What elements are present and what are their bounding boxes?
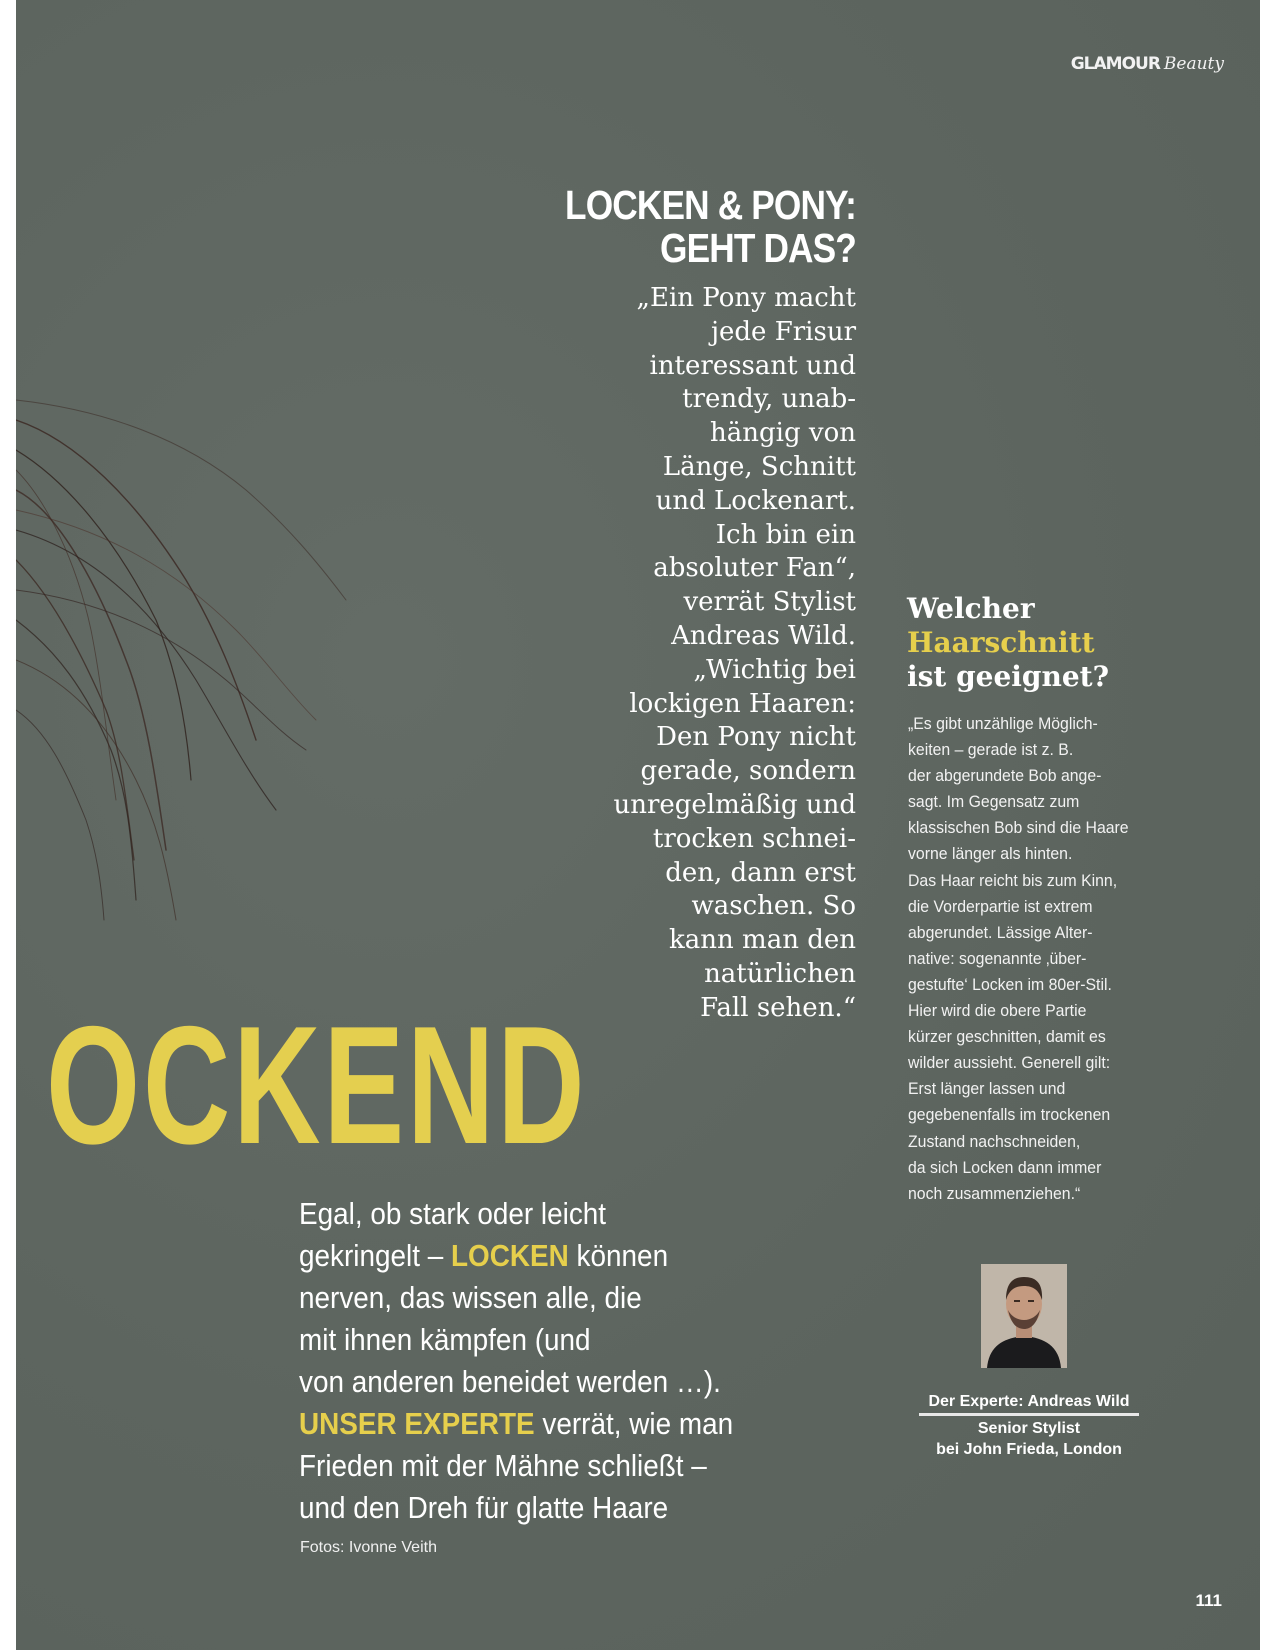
body-line: der abgerundete Bob ange-	[908, 766, 1102, 786]
intro-line: mit ihnen kämpfen (und	[299, 1322, 591, 1357]
haircut-body	[908, 711, 1150, 1207]
body-line: vorne länger als hinten.	[908, 844, 1073, 864]
body-line: gegebenenfalls im trockenen	[908, 1105, 1111, 1125]
quote-line: Den Pony nicht	[656, 722, 856, 753]
quote-line: natürlichen	[704, 958, 856, 989]
quote-line: trocken schnei-	[652, 823, 856, 854]
heading-line: ist geeignet?	[907, 660, 1110, 693]
quote-line: den, dann erst	[665, 857, 856, 888]
quote-line: „Wichtig bei	[693, 654, 856, 685]
intro-highlight: UNSER EXPERTE	[299, 1406, 535, 1441]
headline-line: LOCKEN & PONY:	[565, 182, 856, 228]
expert-role	[919, 1418, 1139, 1460]
body-line: klassischen Bob sind die Haare	[908, 818, 1129, 838]
quote-line: interessant und	[649, 350, 856, 381]
quote-line: trendy, unab-	[682, 384, 856, 415]
quote-line: Ich bin ein	[715, 519, 856, 550]
body-line: sagt. Im Gegensatz zum	[908, 792, 1080, 812]
body-line: die Vorderpartie ist extrem	[908, 896, 1093, 916]
intro-line	[299, 1235, 767, 1277]
quote-line: Andreas Wild.	[671, 620, 856, 651]
brand-name: GLAMOUR	[1070, 54, 1160, 74]
intro-line: und den Dreh für glatte Haare	[299, 1490, 669, 1525]
intro-text-span: verrät, wie man	[534, 1406, 734, 1441]
quote-line: „Ein Pony macht	[636, 283, 856, 313]
body-line: wilder aussieht. Generell gilt:	[908, 1053, 1111, 1073]
quote-line: Fall sehen.“	[700, 992, 856, 1023]
quote-line: absoluter Fan“,	[653, 553, 856, 584]
section-name: Beauty	[1163, 54, 1224, 74]
body-line: keiten – gerade ist z. B.	[908, 740, 1074, 760]
quote-line: jede Frisur	[710, 316, 856, 347]
intro-highlight: LOCKEN	[451, 1238, 569, 1273]
heading-line: Welcher	[907, 592, 1035, 625]
body-line: abgerundet. Lässige Alter-	[908, 922, 1093, 942]
body-line: Hier wird die obere Partie	[908, 1001, 1087, 1021]
magazine-logo	[1071, 54, 1224, 74]
intro-text-span: gekringelt –	[299, 1238, 452, 1273]
quote-line: verrät Stylist	[683, 587, 856, 618]
body-line: da sich Locken dann immer	[908, 1157, 1102, 1177]
role-line: bei John Frieda, London	[936, 1441, 1122, 1458]
body-line: gestufte‘ Locken im 80er-Stil.	[908, 974, 1112, 994]
intro-line: von anderen beneidet werden …).	[299, 1364, 721, 1399]
quote-line: und Lockenart.	[655, 485, 856, 516]
expert-divider	[919, 1413, 1139, 1416]
intro-text-span: können	[568, 1238, 669, 1273]
sidebar-headline	[495, 184, 856, 270]
headline-line: GEHT DAS?	[660, 225, 856, 271]
magazine-page	[16, 0, 1260, 1650]
body-line: Erst länger lassen und	[908, 1079, 1066, 1099]
title-word: OCKEND	[46, 991, 588, 1179]
intro-line: Egal, ob stark oder leicht	[299, 1196, 607, 1231]
quote-line: kann man den	[669, 925, 856, 956]
body-line: „Es gibt unzählige Möglich-	[908, 714, 1098, 733]
page-number: 111	[1195, 1591, 1222, 1610]
stylist-quote	[576, 282, 856, 1026]
intro-line: nerven, das wissen alle, die	[299, 1280, 642, 1315]
intro-line: Frieden mit der Mähne schließt –	[299, 1448, 707, 1483]
body-line: native: sogenannte ‚über-	[908, 948, 1087, 968]
expert-photo	[981, 1264, 1067, 1368]
body-line: noch zusammenziehen.“	[908, 1183, 1081, 1203]
intro-text	[299, 1193, 767, 1529]
quote-line: lockigen Haaren:	[629, 688, 856, 719]
body-line: Das Haar reicht bis zum Kinn,	[908, 870, 1118, 890]
role-line: Senior Stylist	[977, 1420, 1081, 1437]
intro-line	[299, 1403, 767, 1445]
hair-strands-image	[16, 380, 376, 940]
quote-line: gerade, sondern	[640, 756, 856, 787]
quote-line: unregelmäßig und	[613, 789, 856, 820]
haircut-heading	[907, 592, 1207, 694]
body-line: Zustand nachschneiden,	[908, 1131, 1081, 1151]
quote-line: waschen. So	[691, 891, 856, 922]
expert-name: Der Experte: Andreas Wild	[928, 1393, 1130, 1410]
body-line: kürzer geschnitten, damit es	[908, 1027, 1106, 1047]
quote-line: Länge, Schnitt	[662, 451, 856, 482]
heading-line-highlight: Haarschnitt	[907, 626, 1095, 659]
quote-line: hängig von	[710, 418, 856, 449]
photo-credit: Fotos: Ivonne Veith	[300, 1539, 437, 1556]
